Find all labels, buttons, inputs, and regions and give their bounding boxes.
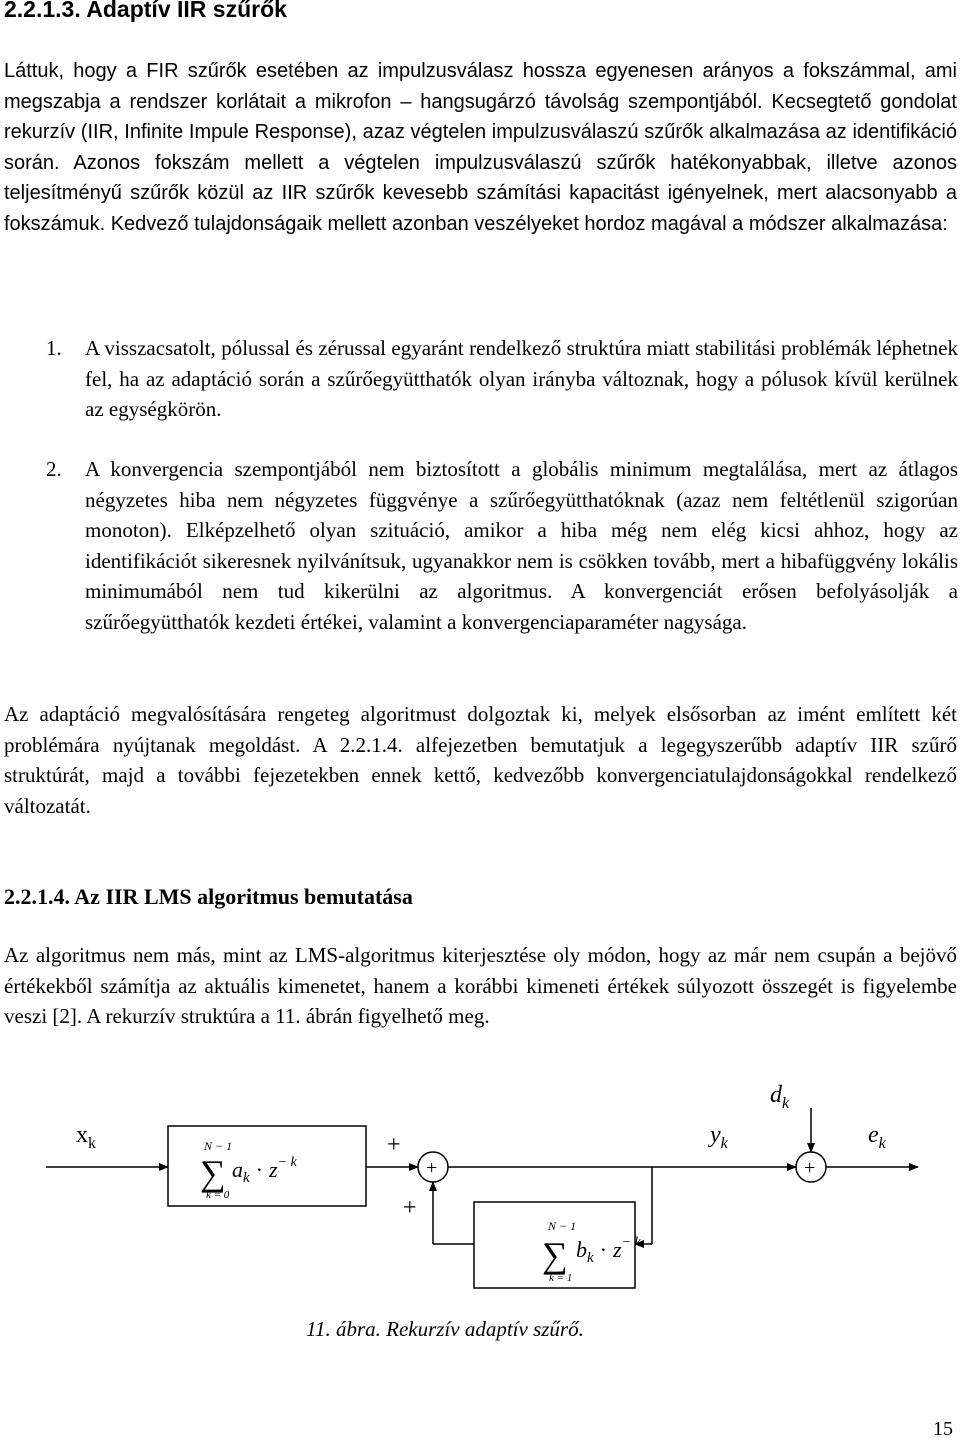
adder1-plus-bottom: + (403, 1195, 417, 1221)
list-item-text: A visszacsatolt, pólussal és zérussal egyaránt rendelkező struktúra miatt stabilitási problémák léphetnek fel, ha az adaptáció során a szűrőegyütthatók olyan irányba változnak, hogy a pólusok kívül kerülnek az egységkörön. (85, 336, 958, 421)
list-item-1 (4, 333, 960, 421)
subsection-title: 2.2.1.4. Az IIR LMS algoritmus bemutatása (4, 884, 413, 909)
iir-upper-limit: N − 1 (548, 1219, 577, 1233)
iir-term: $b_k \cdot z^{- k}$ (576, 1235, 641, 1266)
desired-label: $d_k$ (770, 1082, 790, 1112)
intro-paragraph: Láttuk, hogy a FIR szűrők esetében az impulzusválasz hossza egyenesen arányos a fokszámmal, ami megszabja a rendszer korlátait a mikrofon – hangsugárzó távolság szempontjából. Kecsegtető gondolat rekurzív (IIR, Infinite Impule Response), azaz végtelen impulzusválaszú szűrők alkalmazása az identifikáció során. Azonos fokszám mellett a végtelen impulzusválaszú szűrők hatékonyabbak, illetve azonos teljesítményű szűrők közül az IIR szűrők kevesebb számítási kapacitást igényelnek, mert alacsonyabb a fokszámuk. Kedvező tulajdonságaik mellett azonban veszélyeket hordoz magával a módszer alkalmazása: (4, 60, 957, 235)
list-item-number: 2. (46, 457, 62, 481)
closing-paragraph: Az adaptáció megvalósítására rengeteg algoritmust dolgoztak ki, melyek elsősorban az imént említett két problémára nyújtanak megoldást. A 2.2.1.4. alfejezetben bemutatjuk a legegyszerűbb adaptív IIR szűrő struktúrát, majd a további fejezetekben ennek kettő, kedvezőbb konvergenciatulajdonságokkal rendelkező változatát. (4, 702, 957, 818)
adder-1-plus: + (426, 1157, 438, 1179)
figure-caption: 11. ábra. Rekurzív adaptív szűrő. (306, 1317, 584, 1341)
iir-lower-limit: k = 1 (549, 1272, 573, 1284)
input-label: $x_k$ (76, 1122, 96, 1152)
section-title: 2.2.1.3. Adaptív IIR szűrők (4, 0, 287, 22)
block-diagram (0, 1070, 960, 1310)
fir-upper-limit: N − 1 (204, 1139, 233, 1153)
error-label: $e_k$ (868, 1122, 886, 1152)
sigma-icon: ∑ (200, 1153, 226, 1193)
adder-2-plus: + (804, 1157, 816, 1179)
adder1-plus-top: + (387, 1132, 401, 1158)
sigma-icon: ∑ (542, 1235, 568, 1275)
page-number: 15 (933, 1418, 953, 1440)
output-label: $y_k$ (710, 1122, 728, 1152)
subsection-paragraph: Az algoritmus nem más, mint az LMS-algoritmus kiterjesztése oly módon, hogy az már nem csupán a bejövő értékekből számítja az aktuális kimenetet, hanem a korábbi kimeneti értékek súlyozott összegét is figyelembe veszi [2]. A rekurzív struktúra a 11. ábrán figyelhető meg. (4, 943, 957, 1028)
list-item-2 (4, 454, 960, 664)
list-item-text: A konvergencia szempontjából nem biztosított a globális minimum megtalálása, mert az átlagos négyzetes hiba nem négyzetes függvénye a szűrőegyütthatóknak (azaz nem feltétlenül szigorúan monoton). Elképzelhető olyan szituáció, amikor a hiba még nem elég kicsi ahhoz, hogy az identifikációt sikeresnek nyilvánítsuk, ugyanakkor nem is csökken tovább, mert a hibafüggvény lokális minimumából nem tud kikerülni az algoritmus. A konvergenciát erősen befolyásolják a szűrőegyütthatók kezdeti értékei, valamint a konvergenciaparaméter nagysága. (85, 457, 958, 634)
list-item-number: 1. (46, 336, 62, 360)
fir-lower-limit: k = 0 (206, 1189, 230, 1201)
fir-term: $a_k \cdot z^{- k}$ (232, 1155, 297, 1186)
fir-block (168, 1126, 366, 1206)
